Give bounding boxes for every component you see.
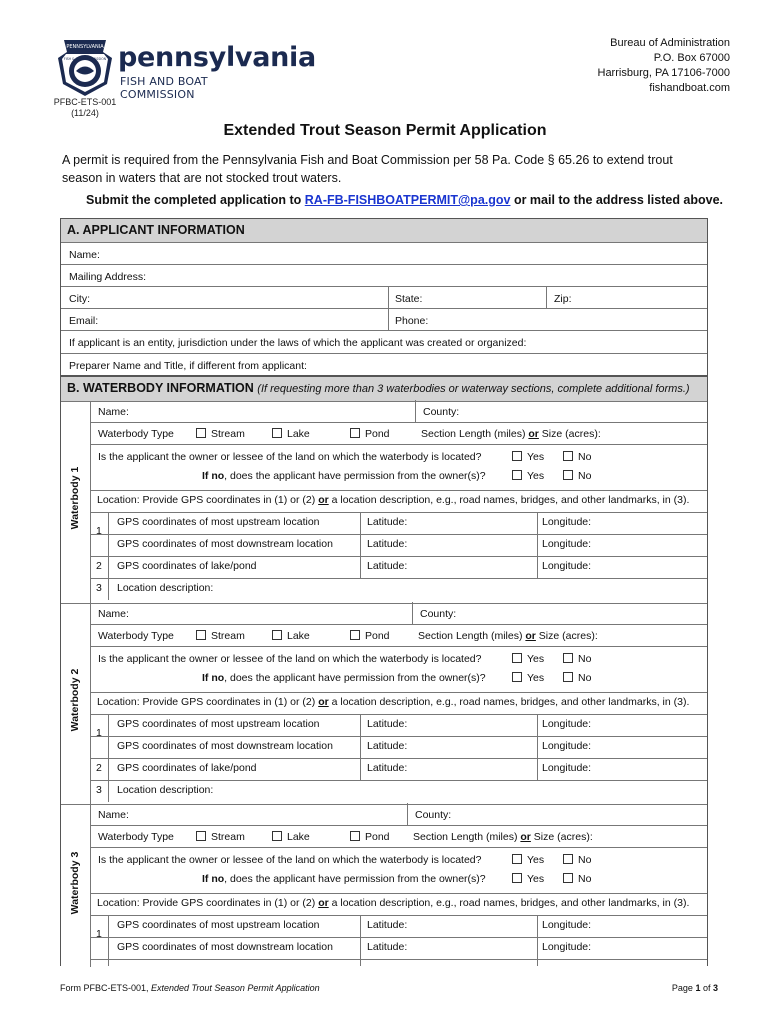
stream-checkbox[interactable]: Stream (196, 831, 245, 843)
permission-question: If no, does the applicant have permission from the owner(s)? (202, 672, 486, 684)
waterbody-type-label: Waterbody Type (98, 428, 174, 440)
logo-name: pennsylvania (118, 42, 316, 73)
email-field[interactable]: Email: (69, 315, 99, 327)
county-field[interactable]: County: (415, 809, 452, 821)
checkbox-icon (563, 451, 573, 461)
permission-no-checkbox[interactable]: No (563, 672, 591, 684)
zip-field[interactable]: Zip: (554, 293, 572, 305)
footer-page-number: Page 1 of 3 (671, 983, 718, 993)
waterbody-name-field[interactable]: Name: (98, 608, 129, 620)
lakepond-longitude-field[interactable]: Longitude: (542, 560, 592, 572)
owner-yes-checkbox[interactable]: Yes (512, 854, 544, 866)
owner-no-checkbox[interactable]: No (563, 854, 591, 866)
downstream-longitude-field[interactable]: Longitude: (542, 538, 592, 550)
pond-checkbox[interactable]: Pond (350, 831, 390, 843)
downstream-gps-label: GPS coordinates of most downstream location (117, 941, 333, 953)
upstream-gps-label: GPS coordinates of most upstream location (117, 718, 320, 730)
mailing-address-block (480, 36, 730, 96)
keystone-badge-icon (56, 38, 114, 98)
permission-yes-checkbox[interactable]: Yes (512, 873, 544, 885)
permission-yes-checkbox[interactable]: Yes (512, 672, 544, 684)
permission-no-checkbox[interactable]: No (563, 470, 591, 482)
upstream-longitude-field[interactable]: Longitude: (542, 718, 592, 730)
checkbox-icon (512, 470, 522, 480)
checkbox-icon (350, 428, 360, 438)
submit-email-link[interactable]: RA-FB-FISHBOATPERMIT@pa.gov (304, 193, 511, 207)
downstream-latitude-field[interactable]: Latitude: (367, 538, 408, 550)
county-field[interactable]: County: (420, 608, 457, 620)
section-length-field[interactable]: Section Length (miles) or Size (acres): (418, 630, 598, 642)
upstream-longitude-field[interactable]: Longitude: (542, 919, 592, 931)
downstream-longitude-field[interactable]: Longitude: (542, 740, 592, 752)
lake-checkbox[interactable]: Lake (272, 630, 310, 642)
applicant-name-field[interactable]: Name: (69, 249, 100, 261)
checkbox-icon (563, 653, 573, 663)
address-line: fishandboat.com (649, 82, 730, 94)
intro-line: season in waters that are not stocked trout waters. (62, 171, 342, 185)
lake-checkbox[interactable]: Lake (272, 428, 310, 440)
waterbody-label: Waterbody 2 (69, 668, 81, 732)
waterbody-3-block (60, 803, 708, 966)
waterbody-label: Waterbody 3 (69, 851, 81, 914)
checkbox-icon (196, 831, 206, 841)
section-length-field[interactable]: Section Length (miles) or Size (acres): (413, 831, 593, 843)
location-instructions: Location: Provide GPS coordinates in (1) or (2) or a location description, e.g., road names, bridges, and other landmarks, in (3). (97, 696, 690, 708)
upstream-latitude-field[interactable]: Latitude: (367, 718, 408, 730)
submit-instructions (86, 193, 723, 207)
lakepond-longitude-field[interactable]: Longitude: (542, 762, 592, 774)
stream-checkbox[interactable]: Stream (196, 630, 245, 642)
owner-no-checkbox[interactable]: No (563, 451, 591, 463)
owner-question: Is the applicant the owner or lessee of the land on which the waterbody is located? (98, 653, 482, 665)
address-line: Bureau of Administration (610, 37, 730, 49)
waterbody-label: Waterbody 1 (69, 466, 81, 530)
waterbody-1-block (60, 400, 708, 602)
gps-row-number: 1 (96, 928, 102, 940)
owner-question: Is the applicant the owner or lessee of the land on which the waterbody is located? (98, 451, 482, 463)
form-code: PFBC-ETS-001 (53, 97, 117, 107)
checkbox-icon (272, 630, 282, 640)
location-instructions: Location: Provide GPS coordinates in (1) or (2) or a location description, e.g., road names, bridges, and other landmarks, in (3). (97, 494, 690, 506)
upstream-gps-label: GPS coordinates of most upstream location (117, 516, 320, 528)
page-title: Extended Trout Season Permit Application (223, 122, 547, 139)
checkbox-icon (563, 470, 573, 480)
form-number (44, 97, 126, 119)
checkbox-icon (512, 451, 522, 461)
checkbox-icon (196, 428, 206, 438)
gps-row-number: 2 (96, 762, 102, 774)
location-instructions: Location: Provide GPS coordinates in (1) or (2) or a location description, e.g., road names, bridges, and other landmarks, in (3). (97, 897, 690, 909)
waterbody-2-block (60, 602, 708, 803)
phone-field[interactable]: Phone: (395, 315, 429, 327)
city-field[interactable]: City: (69, 293, 90, 305)
upstream-longitude-field[interactable]: Longitude: (542, 516, 592, 528)
owner-yes-checkbox[interactable]: Yes (512, 653, 544, 665)
section-b-note: (If requesting more than 3 waterbodies or waterway sections, complete additional forms.) (257, 383, 690, 395)
form-date: (11/24) (71, 108, 99, 118)
waterbody-name-field[interactable]: Name: (98, 809, 129, 821)
stream-checkbox[interactable]: Stream (196, 428, 245, 440)
svg-text:PENNSYLVANIA: PENNSYLVANIA (66, 44, 104, 50)
permission-yes-checkbox[interactable]: Yes (512, 470, 544, 482)
owner-no-checkbox[interactable]: No (563, 653, 591, 665)
upstream-latitude-field[interactable]: Latitude: (367, 919, 408, 931)
submit-suffix: or mail to the address listed above. (510, 193, 724, 207)
gps-row-number: 1 (96, 525, 102, 537)
checkbox-icon (272, 831, 282, 841)
checkbox-icon (563, 672, 573, 682)
svg-text:FISH & BOAT COMMISSION: FISH & BOAT COMMISSION (63, 57, 107, 61)
preparer-field[interactable]: Preparer Name and Title, if different from applicant: (69, 360, 307, 372)
checkbox-icon (350, 630, 360, 640)
owner-yes-checkbox[interactable]: Yes (512, 451, 544, 463)
location-description-field[interactable]: Location description: (117, 784, 214, 796)
checkbox-icon (563, 854, 573, 864)
downstream-latitude-field[interactable]: Latitude: (367, 941, 408, 953)
pond-checkbox[interactable]: Pond (350, 428, 390, 440)
downstream-longitude-field[interactable]: Longitude: (542, 941, 592, 953)
checkbox-icon (350, 831, 360, 841)
downstream-latitude-field[interactable]: Latitude: (367, 740, 408, 752)
checkbox-icon (512, 873, 522, 883)
logo-subtitle: FISH AND BOAT COMMISSION (120, 75, 208, 101)
submit-prefix: Submit the completed application to (86, 193, 305, 207)
section-a-heading: A. APPLICANT INFORMATION (61, 219, 707, 242)
location-description-field[interactable]: Location description: (117, 582, 214, 594)
downstream-gps-label: GPS coordinates of most downstream location (117, 538, 333, 550)
pond-checkbox[interactable]: Pond (350, 630, 390, 642)
gps-row-number: 3 (96, 582, 102, 594)
intro-line: A permit is required from the Pennsylvania Fish and Boat Commission per 58 Pa. Code § 65.26 to extend trout (62, 153, 673, 167)
downstream-gps-label: GPS coordinates of most downstream location (117, 740, 333, 752)
lakepond-gps-label: GPS coordinates of lake/pond (117, 762, 257, 774)
section-length-field[interactable]: Section Length (miles) or Size (acres): (421, 428, 601, 440)
address-line: Harrisburg, PA 17106-7000 (597, 67, 730, 79)
footer-form-name: Form PFBC-ETS-001, Extended Trout Season Permit Application (60, 983, 320, 993)
permission-question: If no, does the applicant have permission from the owner(s)? (202, 873, 486, 885)
waterbody-type-label: Waterbody Type (98, 630, 174, 642)
lakepond-gps-label: GPS coordinates of lake/pond (117, 560, 257, 572)
upstream-latitude-field[interactable]: Latitude: (367, 516, 408, 528)
checkbox-icon (512, 854, 522, 864)
waterbody-name-field[interactable]: Name: (98, 406, 129, 418)
section-a-table (60, 218, 708, 376)
state-field[interactable]: State: (395, 293, 423, 305)
gps-row-number: 3 (96, 784, 102, 796)
checkbox-icon (272, 428, 282, 438)
gps-row-number: 1 (96, 727, 102, 739)
lakepond-latitude-field[interactable]: Latitude: (367, 560, 408, 572)
lakepond-latitude-field[interactable]: Latitude: (367, 762, 408, 774)
permission-no-checkbox[interactable]: No (563, 873, 591, 885)
intro-text (62, 151, 742, 187)
county-field[interactable]: County: (423, 406, 460, 418)
checkbox-icon (512, 653, 522, 663)
gps-row-number: 2 (96, 560, 102, 572)
permission-question: If no, does the applicant have permission from the owner(s)? (202, 470, 486, 482)
entity-jurisdiction-field[interactable]: If applicant is an entity, jurisdiction under the laws of which the applicant was created or organized: (69, 337, 527, 349)
checkbox-icon (196, 630, 206, 640)
checkbox-icon (563, 873, 573, 883)
logo (56, 38, 316, 101)
checkbox-icon (512, 672, 522, 682)
upstream-gps-label: GPS coordinates of most upstream location (117, 919, 320, 931)
owner-question: Is the applicant the owner or lessee of the land on which the waterbody is located? (98, 854, 482, 866)
lake-checkbox[interactable]: Lake (272, 831, 310, 843)
waterbody-type-label: Waterbody Type (98, 831, 174, 843)
section-b-heading: B. WATERBODY INFORMATION (If requesting more than 3 waterbodies or waterway sections, complete additional forms.) (61, 377, 707, 401)
mailing-address-field[interactable]: Mailing Address: (69, 271, 147, 283)
address-line: P.O. Box 67000 (653, 52, 730, 64)
